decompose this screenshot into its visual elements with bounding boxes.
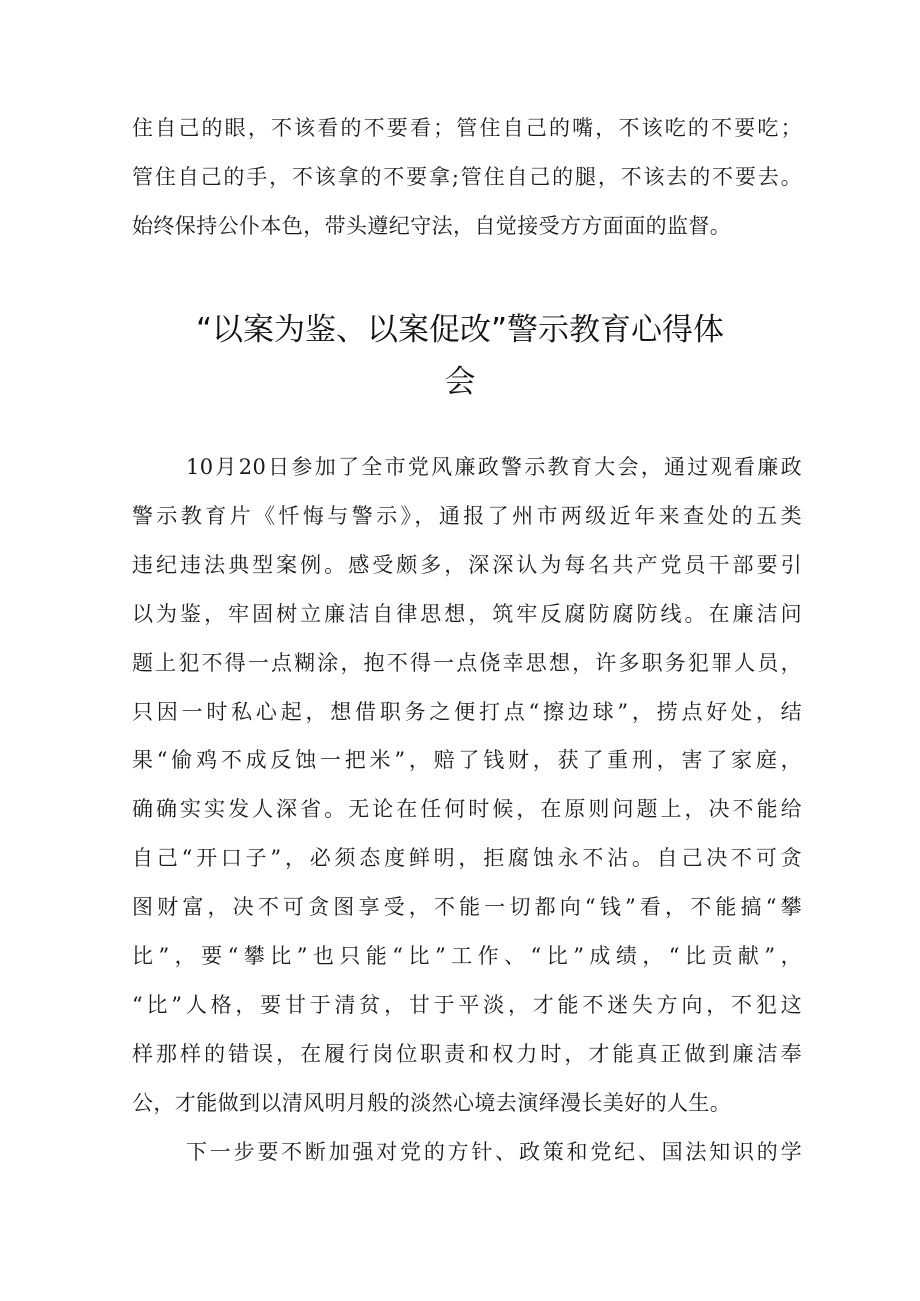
paragraph-line: 题上犯不得一点糊涂，抱不得一点侥幸思想，许多职务犯罪人员， bbox=[132, 651, 802, 675]
paragraph-line: 始终保持公仆本色，带头遵纪守法，自觉接受方方面面的监督。 bbox=[132, 214, 732, 238]
paragraph-line: 果“偷鸡不成反蚀一把米”，赔了钱财，获了重刑，害了家庭， bbox=[132, 748, 802, 772]
paragraph-line: 管住自己的手，不该拿的不要拿;管住自己的腿，不该去的不要去。 bbox=[132, 165, 802, 189]
title-line: 会 bbox=[444, 364, 476, 400]
paragraph-line: 样那样的错误，在履行岗位职责和权力时，才能真正做到廉洁奉 bbox=[132, 1042, 802, 1066]
paragraph-line: 住自己的眼，不该看的不要看；管住自己的嘴，不该吃的不要吃； bbox=[132, 116, 802, 140]
paragraph-line: 图财富，决不可贪图享受，不能一切都向“钱”看，不能搞“攀 bbox=[132, 895, 802, 919]
paragraph-line: 以为鉴，牢固树立廉洁自律思想，筑牢反腐防腐防线。在廉洁问 bbox=[132, 602, 802, 626]
paragraph-line: “比”人格，要甘于清贫，甘于平淡，才能不迷失方向，不犯这 bbox=[132, 993, 802, 1017]
paragraph-line: 10月20日参加了全市党风廉政警示教育大会，通过观看廉政 bbox=[186, 455, 802, 479]
title-line: “以案为鉴、以案促改”警示教育心得体 bbox=[195, 312, 725, 348]
paragraph-line: 警示教育片《忏悔与警示》，通报了州市两级近年来查处的五类 bbox=[132, 504, 802, 528]
paragraph-line: 比”，要“攀比”也只能“比”工作、“比”成绩，“比贡献”， bbox=[132, 944, 802, 968]
paragraph-line: 只因一时私心起，想借职务之便打点“擦边球”，捞点好处，结 bbox=[132, 700, 802, 724]
paragraph-line: 下一步要不断加强对党的方针、政策和党纪、国法知识的学 bbox=[186, 1140, 802, 1164]
paragraph-line: 自己“开口子”，必须态度鲜明，拒腐蚀永不沾。自己决不可贪 bbox=[132, 846, 802, 870]
paragraph-line: 公，才能做到以清风明月般的淡然心境去演绎漫长美好的人生。 bbox=[132, 1091, 732, 1115]
paragraph-line: 违纪违法典型案例。感受颇多，深深认为每名共产党员干部要引 bbox=[132, 553, 802, 577]
paragraph-line: 确确实实发人深省。无论在任何时候，在原则问题上，决不能给 bbox=[132, 797, 802, 821]
